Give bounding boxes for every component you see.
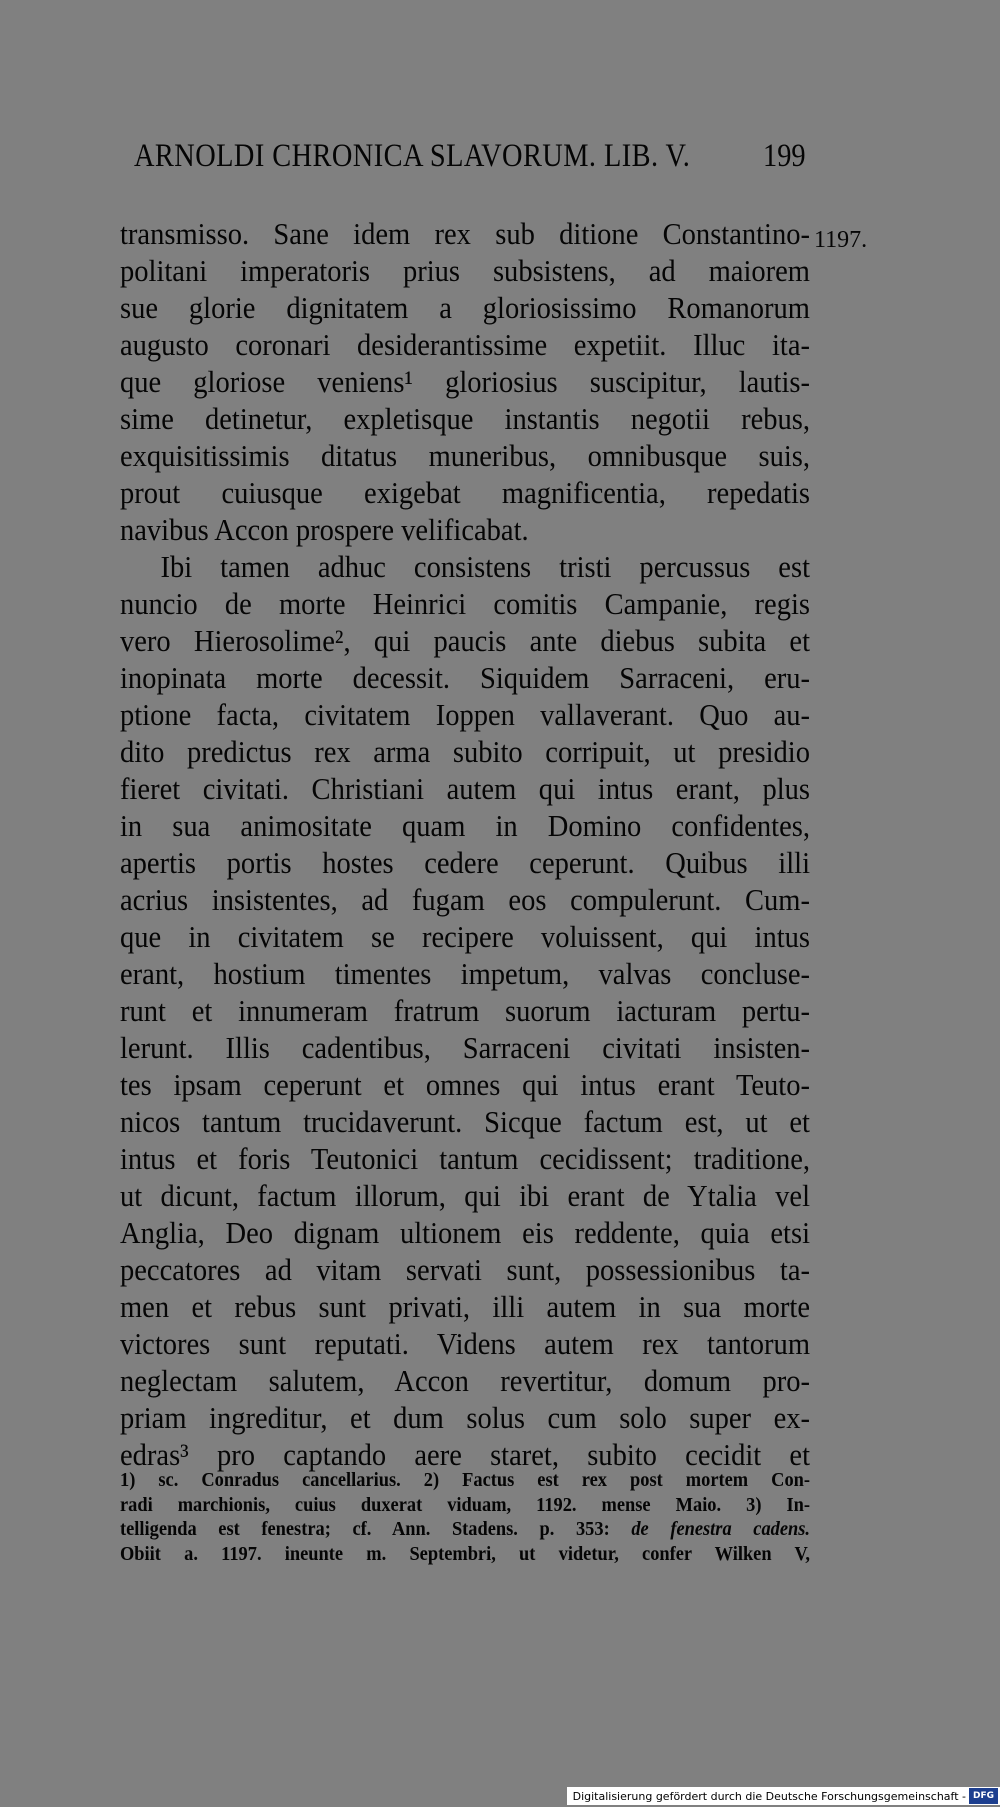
margin-year: 1197. xyxy=(814,227,868,253)
text-line: peccatores ad vitam servati sunt, possessionibus ta- xyxy=(120,1252,810,1287)
body-text xyxy=(120,215,810,1473)
dfg-logo-icon: DFG xyxy=(969,1788,998,1804)
text-line: nuncio de morte Heinrici comitis Campanie, regis xyxy=(120,586,810,621)
text-line: acrius insistentes, ad fugam eos compulerunt. Cum- xyxy=(120,882,810,917)
text-line: erant, hostium timentes impetum, valvas concluse- xyxy=(120,956,810,991)
text-line: tes ipsam ceperunt et omnes qui intus erant Teuto- xyxy=(120,1067,810,1102)
footer-text: Digitalisierung gefördert durch die Deutsche Forschungsgemeinschaft - xyxy=(572,1789,966,1803)
text-line: neglectam salutem, Accon revertitur, domum pro- xyxy=(120,1363,810,1398)
footnote-citation-italic: de fenestra cadens. xyxy=(631,1518,811,1540)
text-line: vero Hierosolime², qui paucis ante diebus subita et xyxy=(120,623,810,658)
text-line: dito predictus rex arma subito corripuit, ut presidio xyxy=(120,734,810,769)
text-line: ptione facta, civitatem Ioppen vallaverant. Quo au- xyxy=(120,697,810,732)
page-number: 199 xyxy=(763,138,806,174)
text-line: que gloriose veniens¹ gloriosius suscipitur, lautis- xyxy=(120,364,810,399)
text-line: Anglia, Deo dignam ultionem eis reddente, quia etsi xyxy=(120,1215,810,1250)
text-line: que in civitatem se recipere voluissent, qui intus xyxy=(120,919,810,954)
text-line: men et rebus sunt privati, illi autem in sua morte xyxy=(120,1289,810,1324)
text-line: prout cuiusque exigebat magnificentia, repedatis xyxy=(120,475,810,510)
text-line: intus et foris Teutonici tantum cecidissent; traditione, xyxy=(120,1141,810,1176)
text-line: priam ingreditur, et dum solus cum solo super ex- xyxy=(120,1400,810,1435)
text-line: apertis portis hostes cedere ceperunt. Quibus illi xyxy=(120,845,810,880)
footnote-line xyxy=(120,1517,810,1542)
text-line: lerunt. Illis cadentibus, Sarraceni civitati insisten- xyxy=(120,1030,810,1065)
text-line: navibus Accon prospere velificabat. xyxy=(120,512,529,547)
text-line: fieret civitati. Christiani autem qui intus erant, plus xyxy=(120,771,810,806)
text-line: in sua animositate quam in Domino confidentes, xyxy=(120,808,810,843)
text-line: exquisitissimis ditatus muneribus, omnibusque suis, xyxy=(120,438,810,473)
text-line: augusto coronari desiderantissime expetiit. Illuc ita- xyxy=(120,327,810,362)
text-line: sue glorie dignitatem a gloriosissimo Romanorum xyxy=(120,290,810,325)
paragraph-start-line: Ibi tamen adhuc consistens tristi percussus est xyxy=(160,549,811,584)
footnotes xyxy=(120,1468,810,1566)
footnote-text: telligenda est fenestra; cf. Ann. Stadens. p. 353: xyxy=(120,1518,632,1540)
text-line: runt et innumeram fratrum suorum iacturam pertu- xyxy=(120,993,810,1028)
text-line: transmisso. Sane idem rex sub ditione Constantino- xyxy=(120,216,810,251)
text-line: nicos tantum trucidaverunt. Sicque factum est, ut et xyxy=(120,1104,810,1139)
footnote-line: radi marchionis, cuius duxerat viduam, 1192. mense Maio. 3) In- xyxy=(120,1493,810,1516)
text-line: politani imperatoris prius subsistens, ad maiorem xyxy=(120,253,810,288)
footnote-line: 1) sc. Conradus cancellarius. 2) Factus est rex post mortem Con- xyxy=(120,1469,810,1491)
footnote-line: Obiit a. 1197. ineunte m. Septembri, ut videtur, confer Wilken V, xyxy=(120,1542,810,1565)
text-line: inopinata morte decessit. Siquidem Sarraceni, eru- xyxy=(120,660,810,695)
text-line: edras³ pro captando aere staret, subito cecidit et xyxy=(120,1437,810,1472)
digitization-footer xyxy=(567,1787,1000,1805)
running-title: ARNOLDI CHRONICA SLAVORUM. LIB. V. xyxy=(134,138,691,174)
text-line: victores sunt reputati. Videns autem rex tantorum xyxy=(120,1326,810,1361)
text-line: ut dicunt, factum illorum, qui ibi erant de Ytalia vel xyxy=(120,1178,810,1213)
text-line: sime detinetur, expletisque instantis negotii rebus, xyxy=(120,401,810,436)
